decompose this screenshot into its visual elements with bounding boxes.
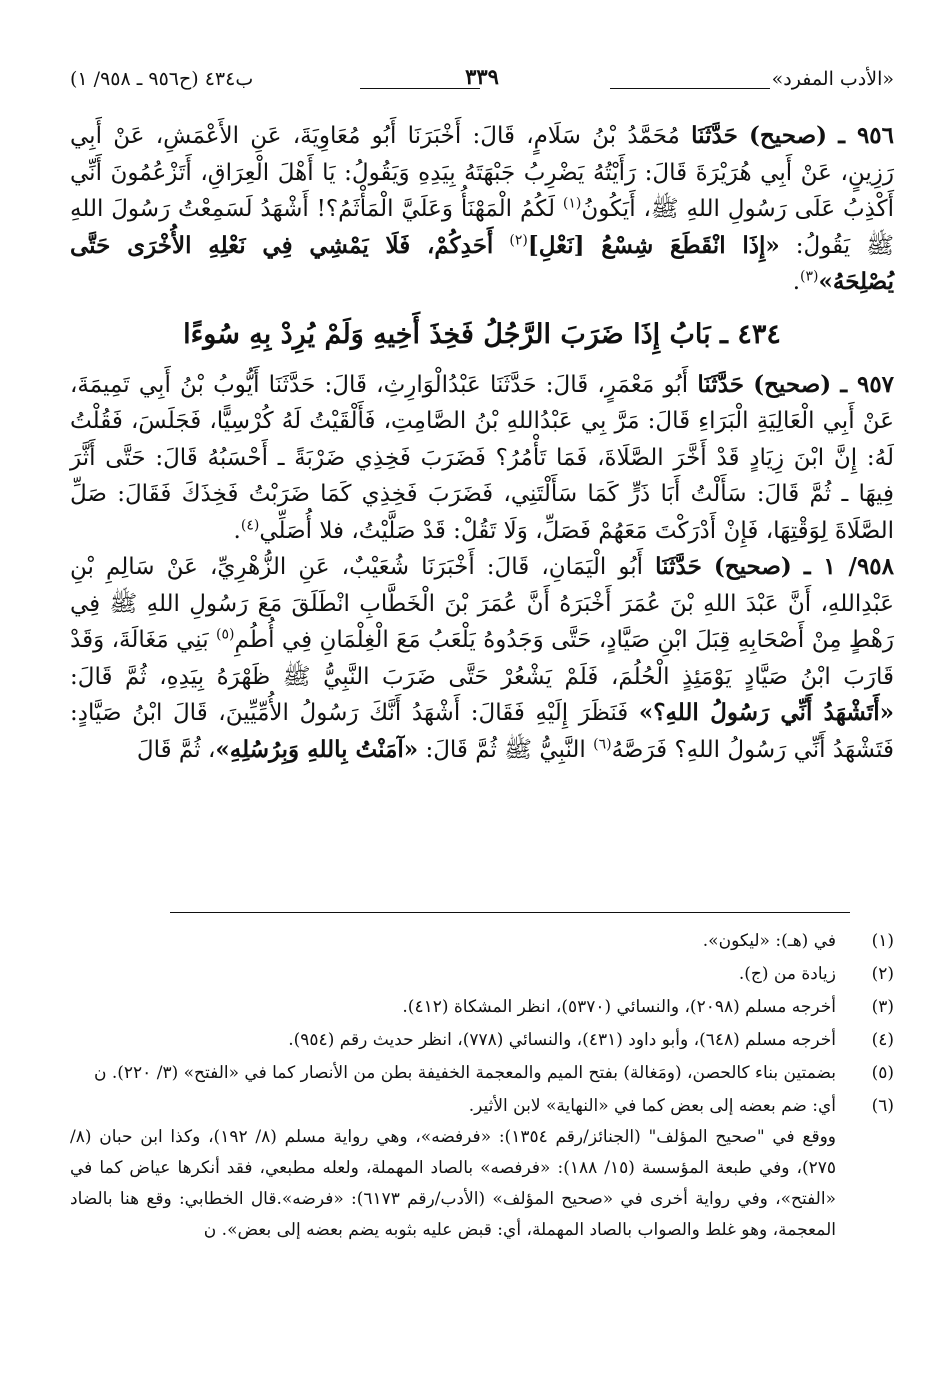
footnote [70, 959, 894, 990]
prophetic-quote: «أَتَشْهَدُ أَنِّي رَسُولُ اللهِ؟» [638, 699, 894, 726]
hadith-text: النَّبِيُّ ﷺ ثُمَّ قَالَ: [425, 736, 586, 763]
footnote-text [70, 1058, 836, 1089]
book-title: «الأدب المفرد» [771, 68, 894, 90]
hadith-text: أَبُو مَعْمَرٍ، قَالَ: حَدَّثَنَا عَبْدُالْوَارِثِ، قَالَ: حَدَّثَنَا أَيُّوبُ بْنُ أَبِي تَمِيمَةَ، عَنْ أَبِي الْعَالِيَةِ الْبَرَاءِ قَالَ: مَرَّ بِي عَبْدُاللهِ بْنُ الصَّامِتِ، فَأَلْقَيْتُ لَهُ كُرْسِيًّا، فَجَلَسَ، فَقُلْتُ لَهُ: إِنَّ ابْنَ زِيَادٍ قَدْ أَخَّرَ الصَّلَاةَ، فَمَا تَأْمُرُ؟ فَضَرَبَ فَخِذِي ضَرْبَةً ـ أَحْسَبُهُ قَالَ: حَتَّى أَثَّرَ فِيهَا ـ ثُمَّ قَالَ: سَأَلْتُ أَبَا ذَرٍّ كَمَا سَأَلْتَنِي، فَضَرَبَ فَخِذِي كَمَا ضَرَبْتُ فَخِذَكَ فَقَالَ: صَلِّ الصَّلَاةَ لِوَقْتِهَا، فَإِنْ أَدْرَكْتَ مَعَهُمْ فَصَلِّ، وَلَا تَقُلْ: قَدْ صَلَّيْتُ، فلا أُصَلِّي [70, 371, 894, 544]
page-header [70, 62, 894, 102]
hadith-number: ٩٥٨/ ١ ـ [803, 553, 894, 580]
main-text [70, 118, 894, 768]
hadith-grade: (صحيح) [753, 370, 832, 398]
footnote [70, 1058, 894, 1089]
hadith-956: ٩٥٦ ـ (صحيح) حَدَّثَنَا مُحَمَّدُ بْنُ سَلَامٍ، قَالَ: أَخْبَرَنَا أَبُو مُعَاوِيَةَ، عَنِ الأَعْمَشِ، عَنْ أَبِي رَزِينٍ، عَنْ أَبِي هُرَيْرَةَ قَالَ: رَأَيْتُهُ يَضْرِبُ جَبْهَتَهُ بِيَدِهِ وَيَقُولُ: يَا أَهْلَ الْعِرَاقِ، أَتَزْعُمُونَ أَنِّي أَكْذِبُ عَلَى رَسُولِ اللهِ ﷺ، أَيَكُونُ$^{(١)}$ لَكُمُ الْمَهْنَأُ وَعَلَيَّ الْمَأْثَمُ؟! أَشْهَدُ لَسَمِعْتُ رَسُولَ اللهِ ﷺ يَقُولُ: «إِذَا انْقَطَعَ شِسْعُ [نَعْلِ]$^{(٢)}$ أَحَدِكُمْ، فَلَا يَمْشِي فِي نَعْلِهِ الأُخْرَى حَتَّى يُصْلِحَهُ»$^{(٣)}$. [70, 122, 895, 295]
hadith-lead: حَدَّثَنَا [655, 553, 702, 580]
hadith-958 [70, 549, 894, 768]
hadith-number: ٩٥٦ ـ [838, 122, 895, 149]
footnote-line: زيادة من (ج). [738, 964, 836, 984]
hadith-grade: (صحيح) [713, 553, 792, 580]
footnotes [70, 926, 894, 1248]
prophetic-quote: «آمَنْتُ بِاللهِ وَبِرُسُلِهِ» [215, 735, 419, 763]
footnote-ref: (٣) [800, 268, 819, 285]
hadith-text: فَنَظَرَ إِلَيْهِ فَقَالَ: أَشْهَدُ أَنَّكَ رَسُولُ الأُمِّيِّينَ، قَالَ ابْنُ صَيَّادٍ: فَتَشْهَدُ أَنِّي رَسُولُ اللهِ؟ فَرَصَّهُ [70, 700, 894, 763]
chapter-title: ٤٣٤ ـ بَابُ إِذَا ضَرَبَ الرَّجُلُ فَخِذَ أَخِيهِ وَلَمْ يُرِدْ بِهِ سُوءًا [183, 318, 781, 350]
footnote [70, 1091, 894, 1246]
footnote-number: (٥) [871, 1063, 894, 1083]
footnote-number: (١) [871, 931, 894, 951]
footnote-line: أخرجه مسلم (٢٠٩٨)، والنسائي (٥٣٧٠)، انظر المشكاة (٤١٢). [402, 997, 836, 1017]
footnote-text [70, 1025, 836, 1056]
footnote-line: بضمتين بناء كالحصن، (ومَغالة) بفتح الميم والمعجمة الخفيفة بطن من الأنصار كما في «الفتح» (٣/ ٢٢٠). ن [93, 1063, 836, 1083]
footnote-ref: (٤) [240, 516, 260, 533]
footnote-ref: (٥) [216, 626, 235, 643]
hadith-text: ، ثُمَّ قَالَ [136, 736, 216, 763]
hadith-text: أَبُو الْيَمَانِ، قَالَ: أَخْبَرَنَا شُعَيْبٌ، عَنِ الزُّهْرِيِّ، عَنْ سَالِمِ بْنِ عَبْدِاللهِ، أَنَّ عَبْدَ اللهِ بْنَ عُمَرَ أَخْبَرَهُ أَنَّ عُمَرَ بْنَ الْخَطَّابِ انْطَلَقَ مَعَ رَسُولِ اللهِ ﷺ فِي رَهْطٍ مِنْ أَصْحَابِهِ قِبَلَ ابْنِ صَيَّادٍ، حَتَّى وَجَدُوهُ يَلْعَبُ مَعَ الْغِلْمَانِ فِي أُطُمِ [70, 554, 894, 653]
hadith-957: ٩٥٧ ـ (صحيح) حَدَّثَنَا أَبُو مَعْمَرٍ، قَالَ: حَدَّثَنَا عَبْدُالْوَارِثِ، قَالَ: حَدَّثَنَا أَيُّوبُ بْنُ أَبِي تَمِيمَةَ، عَنْ أَبِي الْعَالِيَةِ الْبَرَاءِ قَالَ: مَرَّ بِي عَبْدُاللهِ بْنُ الصَّامِتِ، فَأَلْقَيْتُ لَهُ كُرْسِيًّا، فَجَلَسَ، فَقُلْتُ لَهُ: إِنَّ ابْنَ زِيَادٍ قَدْ أَخَّرَ الصَّلَاةَ، فَمَا تَأْمُرُ؟ فَضَرَبَ فَخِذِي ضَرْبَةً ـ أَحْسَبُهُ قَالَ: حَتَّى أَثَّرَ فِيهَا ـ ثُمَّ قَالَ: سَأَلْتُ أَبَا ذَرٍّ كَمَا سَأَلْتَنِي، فَضَرَبَ فَخِذِي كَمَا ضَرَبْتُ فَخِذَكَ فَقَالَ: صَلِّ الصَّلَاةَ لِوَقْتِهَا، فَإِنْ أَدْرَكْتَ مَعَهُمْ فَصَلِّ، وَلَا تَقُلْ: قَدْ صَلَّيْتُ، فلا أُصَلِّي$^{(٤)}$. [70, 370, 895, 544]
footnote-number: (٣) [871, 997, 894, 1017]
footnote-number: (٢) [871, 964, 894, 984]
hadith-lead: حَدَّثَنَا [697, 370, 744, 398]
footnote-number: (٤) [871, 1030, 894, 1050]
footnote-text [70, 926, 836, 957]
footnote-text [70, 959, 836, 990]
footnote [70, 992, 894, 1023]
footnote-line: أخرجه مسلم (٦٤٨)، وأبو داود (٤٣١)، والنسائي (٧٧٨)، انظر حديث رقم (٩٥٤). [288, 1030, 836, 1050]
section-reference: ب٤٣٤ (ح٩٥٦ ـ ٩٥٨/ ١) [70, 68, 254, 90]
footnote [70, 926, 894, 957]
footnote-separator [170, 912, 850, 913]
hadith-grade: (صحيح) [749, 122, 827, 149]
hadith-text: مُحَمَّدُ بْنُ سَلَامٍ، قَالَ: أَخْبَرَنَا أَبُو مُعَاوِيَةَ، عَنِ الأَعْمَشِ، عَنْ أَبِي رَزِينٍ، عَنْ أَبِي هُرَيْرَةَ قَالَ: رَأَيْتُهُ يَضْرِبُ جَبْهَتَهُ بِيَدِهِ وَيَقُولُ: يَا أَهْلَ الْعِرَاقِ، أَتَزْعُمُونَ أَنِّي أَكْذِبُ عَلَى رَسُولِ اللهِ ﷺ، أَيَكُونُ [70, 123, 895, 222]
hadith-text: بَنِي مَغَالَةَ، وَقَدْ قَارَبَ ابْنُ صَيَّادٍ يَوْمَئِذٍ الْحُلُمَ، فَلَمْ يَشْعُرْ حَتَّى ضَرَبَ النَّبِيُّ ﷺ ظَهْرَهُ بِيَدِهِ، ثُمَّ قَالَ: [70, 627, 894, 690]
footnote-ref: (١) [562, 195, 582, 212]
footnote-line: ووقع في "صحيح المؤلف" (الجنائز/رقم ١٣٥٤): «فرفضه»، وهي رواية مسلم (٨/ ١٩٢)، وكذا ابن حبان (٨/ ٢٧٥)، وفي طبعة المؤسسة (١٥/ ١٨٨): «فرفصه» بالصاد المهملة، ولعله مطبعي، فقد أنكرها عياض كما في «الفتح»، وفي رواية أخرى في «صحيح المؤلف» (الأدب/رقم ٦١٧٣): «فرضه».قال الخطابي: وقع هنا بالضاد المعجمة، وهو غلط والصواب بالصاد المهملة، أي: قبض عليه بثوبه يضم بعضه إلى بعض». ن [70, 1127, 837, 1240]
footnote-number: (٦) [871, 1096, 894, 1116]
prophetic-quote: «إِذَا انْقَطَعَ شِسْعُ [نَعْلِ] [527, 231, 780, 259]
hadith-number: ٩٥٧ ـ [840, 370, 895, 398]
footnote-ref: (٦) [593, 735, 612, 752]
footnote-text [70, 992, 836, 1023]
footnote-ref: (٢) [509, 231, 528, 248]
hadith-lead: حَدَّثَنَا [691, 122, 738, 149]
hadith-text: لَكُمُ الْمَهْنَأُ وَعَلَيَّ الْمَأْثَمُ؟! أَشْهَدُ لَسَمِعْتُ رَسُولَ اللهِ ﷺ يَقُولُ: [70, 196, 895, 259]
prophetic-quote: أَحَدِكُمْ، فَلَا يَمْشِي فِي نَعْلِهِ الأُخْرَى حَتَّى يُصْلِحَهُ» [70, 231, 894, 295]
footnote-line: أي: ضم بعضه إلى بعض كما في «النهاية» لابن الأثير. [468, 1096, 836, 1116]
footnote-text [70, 1091, 836, 1246]
header-rule-right [610, 88, 770, 89]
footnote-line: في (هـ): «ليكون». [702, 931, 836, 951]
footnote [70, 1025, 894, 1056]
page-number: ٣٣٩ [465, 64, 499, 89]
